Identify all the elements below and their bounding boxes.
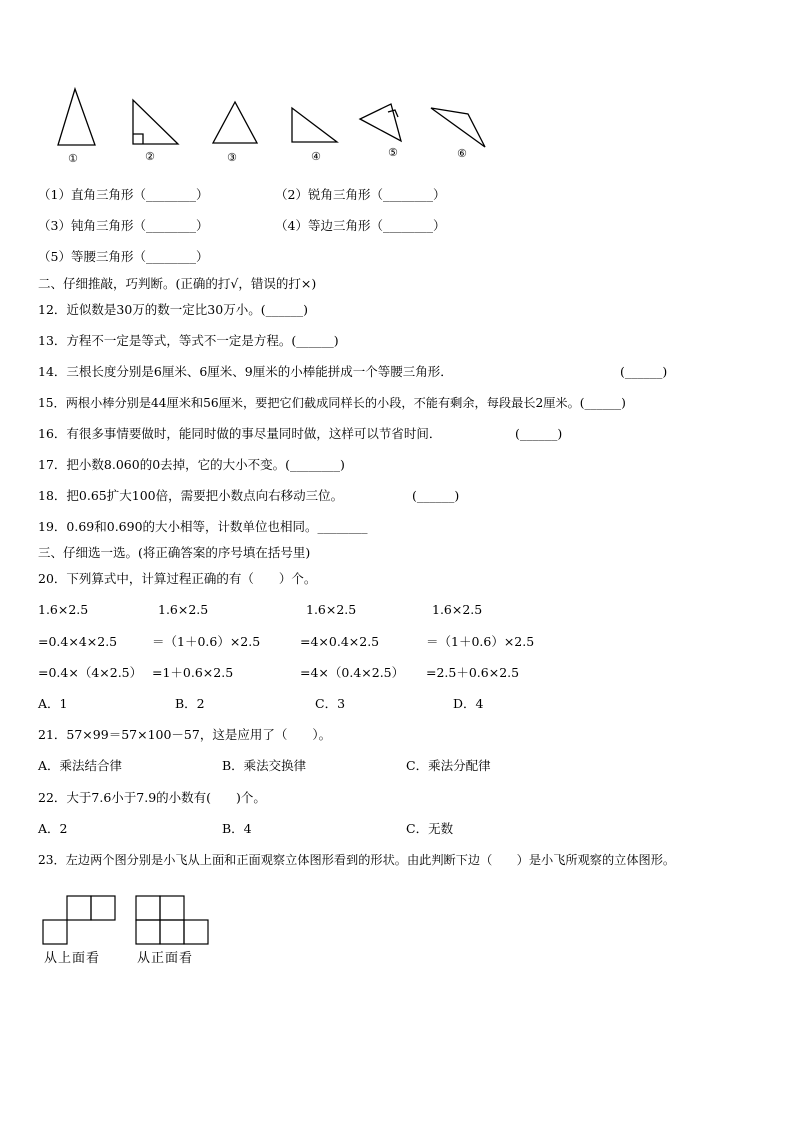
- top-view-cell: [43, 920, 67, 944]
- question-23: 23．左边两个图分别是小飞从上面和正面观察立体图形看到的形状。由此判断下边（ ）是小飞所观察的立体图形。: [38, 853, 676, 867]
- triangle-label-3: ③: [227, 151, 237, 164]
- section-2-title: 二、仔细推敲，巧判断。(正确的打√，错误的打×): [38, 276, 317, 291]
- q21-option-c: C．乘法分配律: [406, 758, 491, 773]
- calc-c-line-2: =4×0.4×2.5: [300, 634, 380, 649]
- calc-a-line-1: 1.6×2.5: [38, 602, 89, 617]
- triangle-label-5: ⑤: [388, 146, 398, 159]
- question-16-blank: (______): [515, 426, 563, 441]
- question-22: 22．大于7.6小于7.9的小数有( )个。: [38, 790, 266, 805]
- question-20: 20．下列算式中，计算过程正确的有（ ）个。: [38, 571, 317, 586]
- front-view-cell: [184, 920, 208, 944]
- front-view-cell: [136, 896, 160, 920]
- triangle-label-6: ⑥: [457, 147, 467, 160]
- question-21: 21．57×99＝57×100－57，这是应用了（ ）。: [38, 727, 332, 742]
- classify-isosceles-triangle: （5）等腰三角形（________）: [38, 249, 209, 264]
- question-14: 14．三根长度分别是6厘米、6厘米、9厘米的小棒能拼成一个等腰三角形．: [38, 364, 453, 379]
- triangle-3: [213, 102, 257, 143]
- triangle-2: [133, 100, 178, 144]
- q22-option-a: A．2: [38, 821, 68, 836]
- question-12: 12．近似数是30万的数一定比30万小。(______): [38, 302, 308, 317]
- section-3-title: 三、仔细选一选。(将正确答案的序号填在括号里): [38, 545, 311, 560]
- top-view-cell: [67, 896, 91, 920]
- q21-option-b: B．乘法交换律: [222, 758, 307, 773]
- calc-a-line-2: =0.4×4×2.5: [38, 634, 118, 649]
- question-16: 16．有很多事情要做时，能同时做的事尽量同时做，这样可以节省时间．: [38, 426, 442, 441]
- q20-option-a: A．1: [38, 696, 68, 711]
- calc-d-line-1: 1.6×2.5: [432, 602, 483, 617]
- question-18: 18．把0.65扩大100倍，需要把小数点向右移动三位。: [38, 488, 344, 503]
- question-19: 19．0.69和0.690的大小相等，计数单位也相同。________: [38, 519, 368, 534]
- question-17: 17．把小数8.060的0去掉，它的大小不变。(________): [38, 457, 345, 472]
- q21-option-a: A．乘法结合律: [38, 758, 123, 773]
- top-view-cell: [91, 896, 115, 920]
- question-13: 13．方程不一定是等式，等式不一定是方程。(______): [38, 333, 339, 348]
- triangle-4: [292, 108, 337, 142]
- view-grids-figure: [0, 880, 794, 950]
- q20-option-c: C．3: [315, 696, 346, 711]
- front-view-cell: [136, 920, 160, 944]
- question-14-blank: (______): [620, 364, 668, 379]
- calc-c-line-1: 1.6×2.5: [306, 602, 357, 617]
- triangle-1: [58, 89, 95, 145]
- right-angle-mark-2: [133, 134, 143, 144]
- view-front-label: 从正面看: [137, 951, 194, 966]
- classify-equilateral-triangle: （4）等边三角形（________）: [275, 218, 446, 233]
- calc-b-line-2: ＝（1＋0.6）×2.5: [152, 634, 261, 649]
- q22-option-b: B．4: [222, 821, 252, 836]
- triangle-label-1: ①: [68, 152, 78, 165]
- question-15: 15．两根小棒分别是44厘米和56厘米，要把它们截成同样长的小段，不能有剩余，每段最长2厘米。(______): [38, 396, 626, 410]
- calc-b-line-3: =1＋0.6×2.5: [152, 665, 234, 680]
- q22-option-c: C．无数: [406, 821, 454, 836]
- calc-b-line-1: 1.6×2.5: [158, 602, 209, 617]
- calc-c-line-3: =4×（0.4×2.5）: [300, 665, 405, 680]
- classify-obtuse-triangle: （3）钝角三角形（________）: [38, 218, 209, 233]
- q20-option-d: D．4: [453, 696, 484, 711]
- triangle-label-2: ②: [145, 150, 155, 163]
- classify-acute-triangle: （2）锐角三角形（________）: [275, 187, 446, 202]
- triangle-label-4: ④: [311, 150, 321, 163]
- view-top-label: 从上面看: [44, 951, 101, 966]
- calc-d-line-3: =2.5＋0.6×2.5: [426, 665, 520, 680]
- q20-option-b: B．2: [175, 696, 205, 711]
- question-18-blank: (______): [412, 488, 460, 503]
- front-view-cell: [160, 920, 184, 944]
- front-view-cell: [160, 896, 184, 920]
- triangle-6: [431, 108, 485, 147]
- classify-right-triangle: （1）直角三角形（________）: [38, 187, 209, 202]
- calc-d-line-2: ＝（1＋0.6）×2.5: [426, 634, 535, 649]
- calc-a-line-3: =0.4×（4×2.5）: [38, 665, 143, 680]
